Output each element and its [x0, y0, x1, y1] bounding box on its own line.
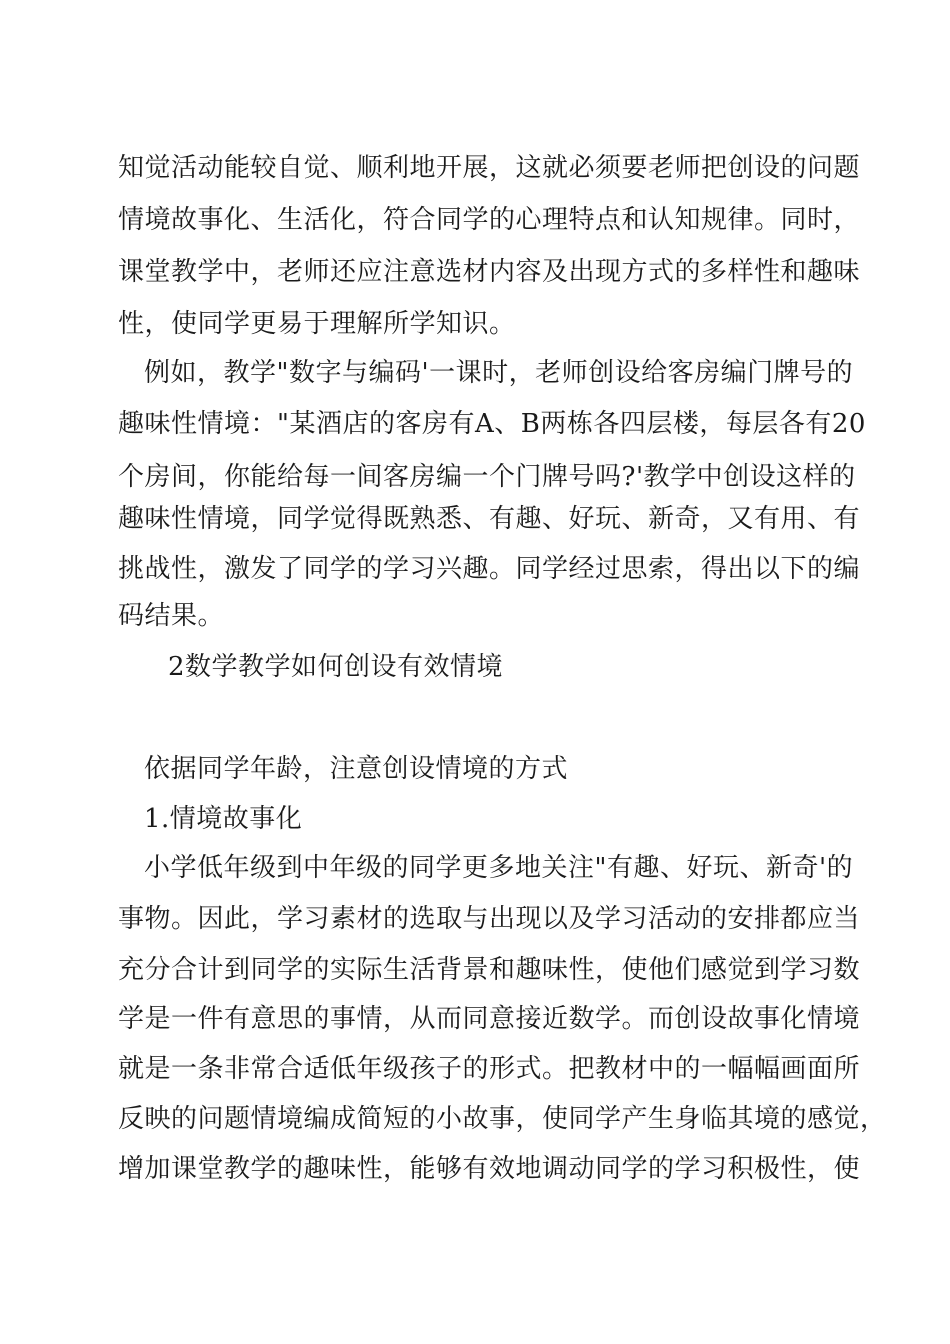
text-line: 就是一条非常合适低年级孩子的形式。把教材中的一幅幅画面所 — [118, 1054, 861, 1084]
section-title: 1.情境故事化 — [144, 804, 303, 834]
text-line: 事物。因此，学习素材的选取与出现以及学习活动的安排都应当 — [118, 904, 861, 934]
text-line: 码结果。 — [118, 601, 225, 631]
text-line: 趣味性情境，同学觉得既熟悉、有趣、好玩、新奇，又有用、有 — [118, 504, 861, 534]
text-line: 学是一件有意思的事情，从而同意接近数学。而创设故事化情境 — [118, 1004, 861, 1034]
text-line: 趣味性情境："某酒店的客房有A、B两栋各四层楼，每层各有20 — [118, 409, 866, 439]
text-line: 反映的问题情境编成简短的小故事，使同学产生身临其境的感觉， — [118, 1104, 887, 1134]
text-line: 小学低年级到中年级的同学更多地关注"有趣、好玩、新奇'的 — [144, 853, 854, 883]
text-line: 充分合计到同学的实际生活背景和趣味性，使他们感觉到学习数 — [118, 955, 861, 985]
text-line: 情境故事化、生活化，符合同学的心理特点和认知规律。同时， — [118, 205, 861, 235]
text-line: 增加课堂教学的趣味性，能够有效地调动同学的学习积极性，使 — [118, 1154, 861, 1184]
text-line: 课堂教学中，老师还应注意选材内容及出现方式的多样性和趣味 — [118, 257, 861, 287]
text-line: 个房间，你能给每一间客房编一个门牌号吗?'教学中创设这样的 — [118, 462, 856, 492]
subheading: 依据同学年龄，注意创设情境的方式 — [144, 754, 569, 784]
text-line: 例如，教学"数字与编码'一课时，老师创设给客房编门牌号的 — [144, 358, 854, 388]
section-heading: 2数学教学如何创设有效情境 — [168, 652, 504, 682]
text-line: 知觉活动能较自觉、顺利地开展，这就必须要老师把创设的问题 — [118, 153, 861, 183]
text-line: 挑战性，激发了同学的学习兴趣。同学经过思索，得出以下的编 — [118, 554, 861, 584]
text-line: 性，使同学更易于理解所学知识。 — [118, 309, 516, 339]
